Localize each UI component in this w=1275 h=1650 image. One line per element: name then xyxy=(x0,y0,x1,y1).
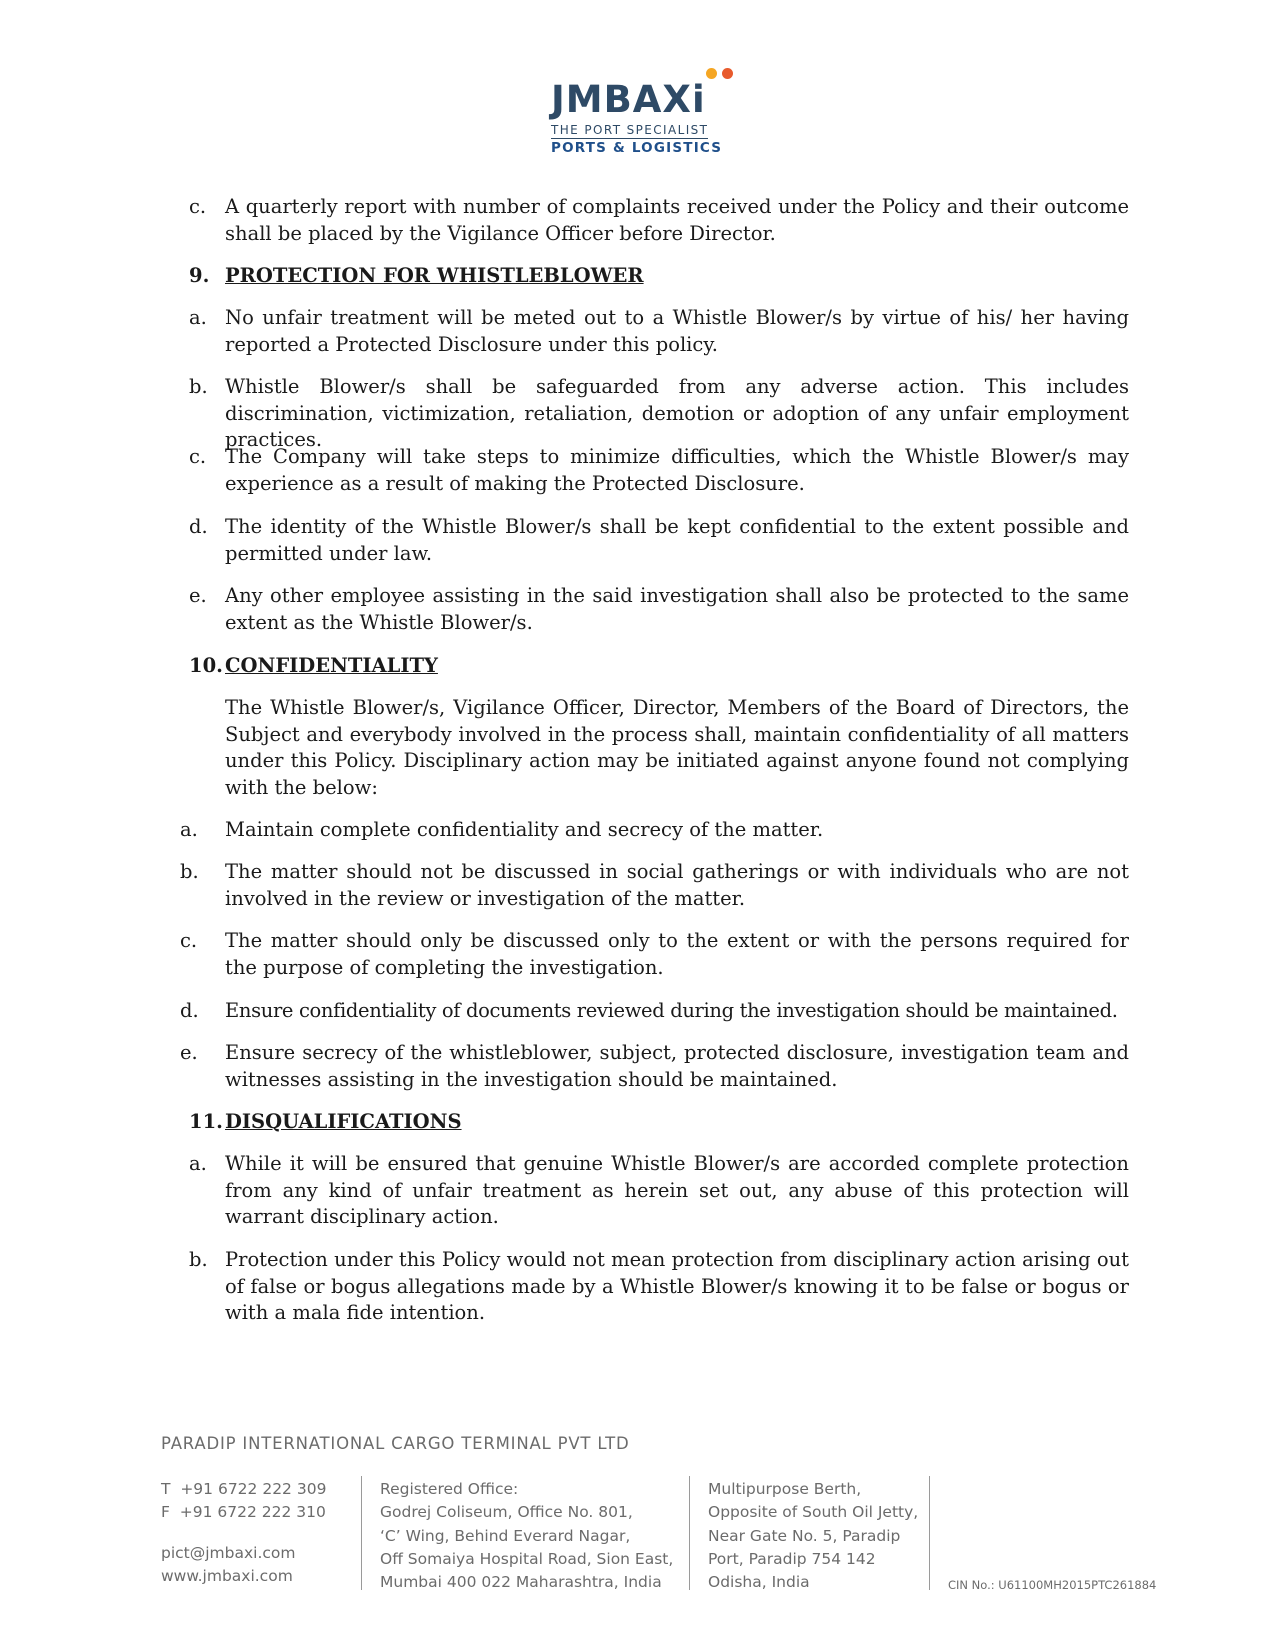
list-item xyxy=(189,374,1129,454)
list-item-text: Ensure confidentiality of documents reviewed during the investigation should be maintained. xyxy=(225,999,1118,1022)
list-item xyxy=(189,583,1129,636)
list-item-text: The matter should not be discussed in social gatherings or with individuals who are not involved in the review or investigation of the matter. xyxy=(225,860,1129,910)
list-item-label: a. xyxy=(189,306,207,329)
footer-phone: T +91 6722 222 309 xyxy=(161,1480,327,1498)
registered-office-heading: Registered Office: xyxy=(380,1480,519,1498)
footer-divider xyxy=(929,1476,930,1590)
list-item-text: Protection under this Policy would not mean protection from disciplinary action arising out of false or bogus allegations made by a Whistle Blower/s knowing it to be false or bogus or with a mala fide intention. xyxy=(225,1248,1129,1325)
footer-company-name: PARADIP INTERNATIONAL CARGO TERMINAL PVT LTD xyxy=(161,1434,630,1453)
address-line: Odisha, India xyxy=(708,1573,810,1592)
list-item xyxy=(180,859,1129,912)
footer-contact xyxy=(161,1478,326,1588)
list-item-text: No unfair treatment will be meted out to a Whistle Blower/s by virtue of his/ her having reported a Protected Disclosure under this policy. xyxy=(225,306,1129,356)
address-line: Near Gate No. 5, Paradip xyxy=(708,1526,901,1545)
list-item xyxy=(180,928,1129,981)
address-line: Multipurpose Berth, xyxy=(708,1480,862,1498)
section-number: 9. xyxy=(189,264,210,287)
list-item xyxy=(189,514,1129,567)
footer-divider xyxy=(689,1476,690,1590)
list-item xyxy=(180,1040,1129,1093)
section-title: PROTECTION FOR WHISTLEBLOWER xyxy=(225,264,644,287)
section-title: CONFIDENTIALITY xyxy=(225,654,438,677)
list-item-text: The Company will take steps to minimize difficulties, which the Whistle Blower/s may experience as a result of making the Protected Disclosure. xyxy=(225,445,1129,495)
list-item xyxy=(189,1151,1129,1231)
list-item-label: a. xyxy=(189,1152,207,1175)
list-item-text: Whistle Blower/s shall be safeguarded from any adverse action. This includes discrimination, victimization, retaliation, demotion or adoption of any unfair employment practices. xyxy=(225,375,1129,452)
list-item xyxy=(189,1247,1129,1327)
section-heading-9 xyxy=(189,263,644,289)
list-item-text: The identity of the Whistle Blower/s shall be kept confidential to the extent possible and permitted under law. xyxy=(225,515,1129,565)
list-item xyxy=(189,305,1129,358)
footer-divider xyxy=(361,1476,362,1590)
address-line: Godrej Coliseum, Office No. 801, xyxy=(380,1503,633,1522)
logo-tagline: THE PORT SPECIALIST xyxy=(551,123,709,137)
list-item-text: Any other employee assisting in the said investigation shall also be protected to the same extent as the Whistle Blower/s. xyxy=(225,584,1129,634)
section-title: DISQUALIFICATIONS xyxy=(225,1110,462,1133)
footer-website: www.jmbaxi.com xyxy=(161,1566,293,1585)
list-item xyxy=(189,194,1129,247)
list-item-label: a. xyxy=(180,818,198,841)
company-logo xyxy=(551,68,741,160)
footer-fax: F +91 6722 222 310 xyxy=(161,1503,326,1522)
list-item-label: e. xyxy=(189,584,207,607)
logo-subline: PORTS & LOGISTICS xyxy=(551,140,723,156)
section-heading-10 xyxy=(189,653,438,679)
list-item-text: While it will be ensured that genuine Whistle Blower/s are accorded complete protection from any kind of unfair treatment as herein set out, any abuse of this protection will warrant disciplinary action. xyxy=(225,1152,1129,1229)
section-intro-paragraph: The Whistle Blower/s, Vigilance Officer, Director, Members of the Board of Directors, the Subject and everybody involved in the process shall, maintain confidentiality of all matters under this Policy. Disciplinary action may be initiated against anyone found not complying with the below: xyxy=(225,696,1129,799)
list-item xyxy=(180,817,1129,844)
list-item-text: Maintain complete confidentiality and secrecy of the matter. xyxy=(225,818,824,841)
address-line: ‘C’ Wing, Behind Everard Nagar, xyxy=(380,1526,631,1545)
list-item-label: b. xyxy=(189,375,208,398)
list-item xyxy=(180,998,1129,1025)
list-item-label: d. xyxy=(189,515,208,538)
address-line: Off Somaiya Hospital Road, Sion East, xyxy=(380,1549,674,1568)
logo-wordmark: JMBAXi xyxy=(551,78,706,121)
list-item-label: d. xyxy=(180,999,199,1022)
footer-site-address xyxy=(708,1478,918,1594)
list-item-text: The matter should only be discussed only to the extent or with the persons required for the purpose of completing the investigation. xyxy=(225,929,1129,979)
logo-dot-red xyxy=(722,68,733,79)
list-item-label: c. xyxy=(189,195,207,218)
footer-email: pict@jmbaxi.com xyxy=(161,1543,296,1562)
address-line: Port, Paradip 754 142 xyxy=(708,1549,876,1568)
section-heading-11 xyxy=(189,1109,462,1135)
list-item-text: A quarterly report with number of complaints received under the Policy and their outcome shall be placed by the Vigilance Officer before Director. xyxy=(225,195,1129,245)
footer-cin: CIN No.: U61100MH2015PTC261884 xyxy=(948,1578,1157,1592)
list-item xyxy=(189,444,1129,497)
list-item-label: e. xyxy=(180,1041,198,1064)
section-number: 11. xyxy=(189,1110,223,1133)
logo-dot-orange xyxy=(706,68,717,79)
list-item-label: b. xyxy=(180,860,199,883)
address-line: Opposite of South Oil Jetty, xyxy=(708,1503,919,1522)
address-line: Mumbai 400 022 Maharashtra, India xyxy=(380,1573,662,1592)
list-item-label: c. xyxy=(180,929,198,952)
list-item-text: Ensure secrecy of the whistleblower, subject, protected disclosure, investigation team and witnesses assisting in the investigation should be maintained. xyxy=(225,1041,1129,1091)
section-number: 10. xyxy=(189,654,223,677)
list-item-label: b. xyxy=(189,1248,208,1271)
list-item-label: c. xyxy=(189,445,207,468)
footer-registered-office xyxy=(380,1478,673,1594)
